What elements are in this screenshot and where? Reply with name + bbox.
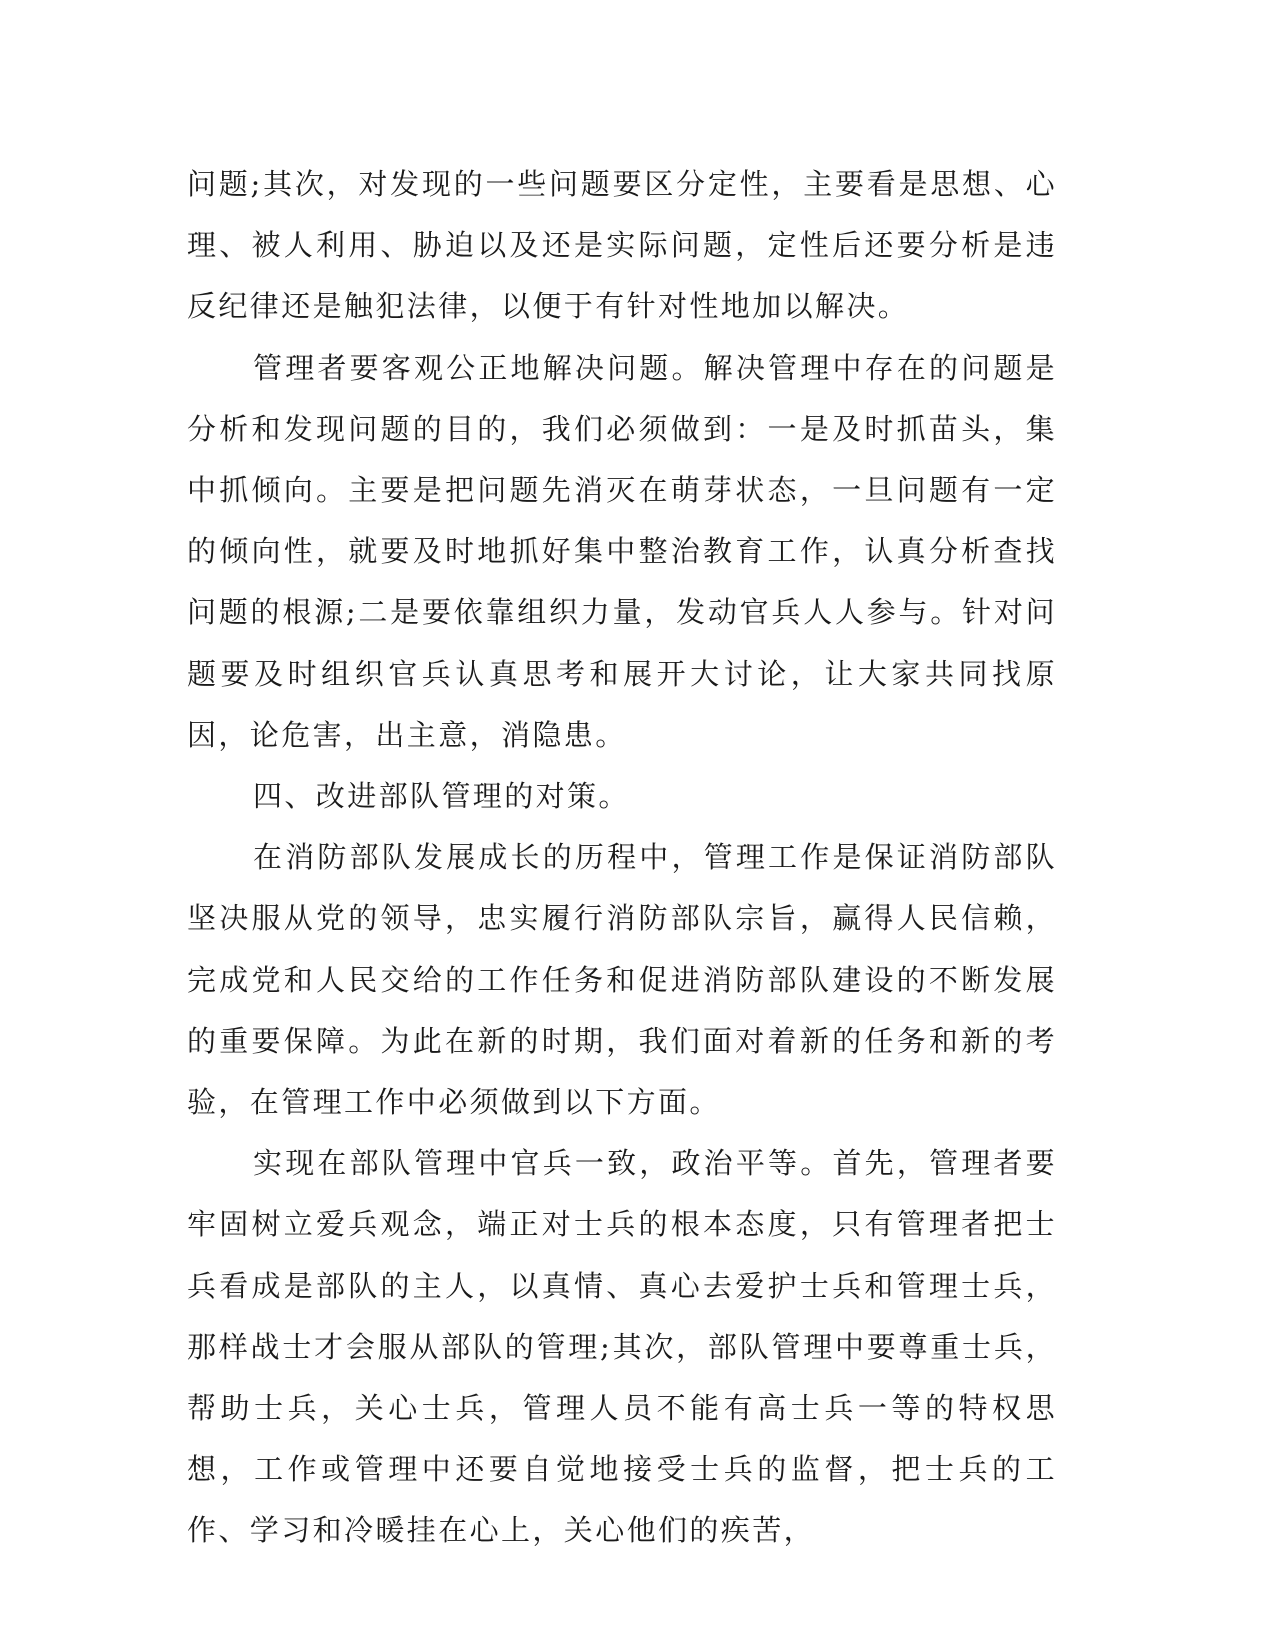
- document-body: [187, 154, 1057, 1562]
- section-heading-4: 四、改进部队管理的对策。: [253, 779, 630, 814]
- paragraph-3: 在消防部队发展成长的历程中，管理工作是保证消防部队坚决服从党的领导，忠实履行消防部队宗旨，赢得人民信赖，完成党和人民交给的工作任务和促进消防部队建设的不断发展的重要保障。为此在新的时期，我们面对着新的任务和新的考验，在管理工作中必须做到以下方面。: [187, 840, 1057, 1120]
- paragraph-1: 问题;其次，对发现的一些问题要区分定性，主要看是思想、心理、被人利用、胁迫以及还是实际问题，定性后还要分析是违反纪律还是触犯法律，以便于有针对性地加以解决。: [187, 167, 1057, 324]
- paragraph-4: 实现在部队管理中官兵一致，政治平等。首先，管理者要牢固树立爱兵观念，端正对士兵的根本态度，只有管理者把士兵看成是部队的主人，以真情、真心去爱护士兵和管理士兵，那样战士才会服从部队的管理;其次，部队管理中要尊重士兵，帮助士兵，关心士兵，管理人员不能有高士兵一等的特权思想，工作或管理中还要自觉地接受士兵的监督，把士兵的工作、学习和冷暖挂在心上，关心他们的疾苦，: [187, 1146, 1057, 1548]
- paragraph-2: 管理者要客观公正地解决问题。解决管理中存在的问题是分析和发现问题的目的，我们必须做到：一是及时抓苗头，集中抓倾向。主要是把问题先消灭在萌芽状态，一旦问题有一定的倾向性，就要及时地抓好集中整治教育工作，认真分析查找问题的根源;二是要依靠组织力量，发动官兵人人参与。针对问题要及时组织官兵认真思考和展开大讨论，让大家共同找原因，论危害，出主意，消隐患。: [187, 350, 1057, 752]
